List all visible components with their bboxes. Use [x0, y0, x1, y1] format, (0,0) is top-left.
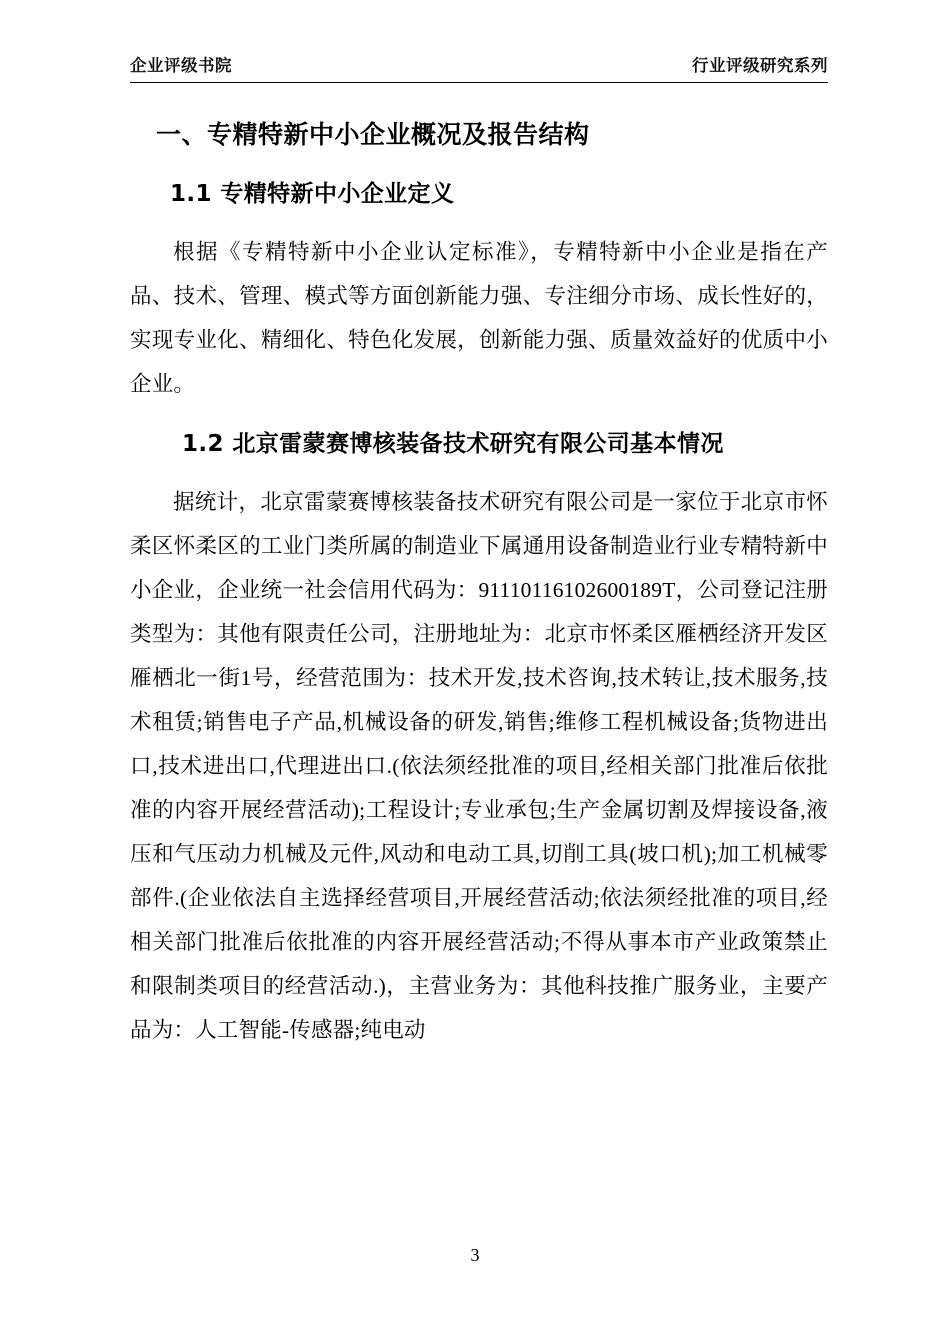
paragraph-company-profile: 据统计，北京雷蒙赛博核装备技术研究有限公司是一家位于北京市怀柔区怀柔区的工业门类所属的制造业下属通用设备制造业行业专精特新中小企业，企业统一社会信用代码为：91110116102600189T，公司登记注册类型为：其他有限责任公司，注册地址为：北京市怀柔区雁栖经济开发区雁栖北一街1号，经营范围为：技术开发,技术咨询,技术转让,技术服务,技术租赁;销售电子产品,机械设备的研发,销售;维修工程机械设备;货物进出口,技术进出口,代理进出口.(依法须经批准的项目,经相关部门批准后依批准的内容开展经营活动);工程设计;专业承包;生产金属切割及焊接设备,液压和气压动力机械及元件,风动和电动工具,切削工具(坡口机);加工机械零部件.(企业依法自主选择经营项目,开展经营活动;依法须经批准的项目,经相关部门批准后依批准的内容开展经营活动;不得从事本市产业政策禁止和限制类项目的经营活动.)，主营业务为：其他科技推广服务业，主要产品为：人工智能-传感器;纯电动: [130, 490, 828, 1043]
page-header: [130, 52, 828, 82]
header-left-text: 企业评级书院: [130, 56, 232, 75]
section-heading: 一、专精特新中小企业概况及报告结构: [156, 120, 590, 149]
header-right-text: 行业评级研究系列: [692, 56, 828, 75]
subsection-heading-1-2: 1.2 北京雷蒙赛博核装备技术研究有限公司基本情况: [182, 431, 724, 458]
page-number: 3: [470, 1245, 480, 1265]
subsection-heading-1-1: 1.1 专精特新中小企业定义: [170, 181, 455, 207]
paragraph-definition: 根据《专精特新中小企业认定标准》，专精特新中小企业是指在产品、技术、管理、模式等方面创新能力强、专注细分市场、成长性好的，实现专业化、精细化、特色化发展，创新能力强、质量效益好的优质中小企业。: [130, 240, 828, 397]
header-divider: [130, 82, 828, 83]
